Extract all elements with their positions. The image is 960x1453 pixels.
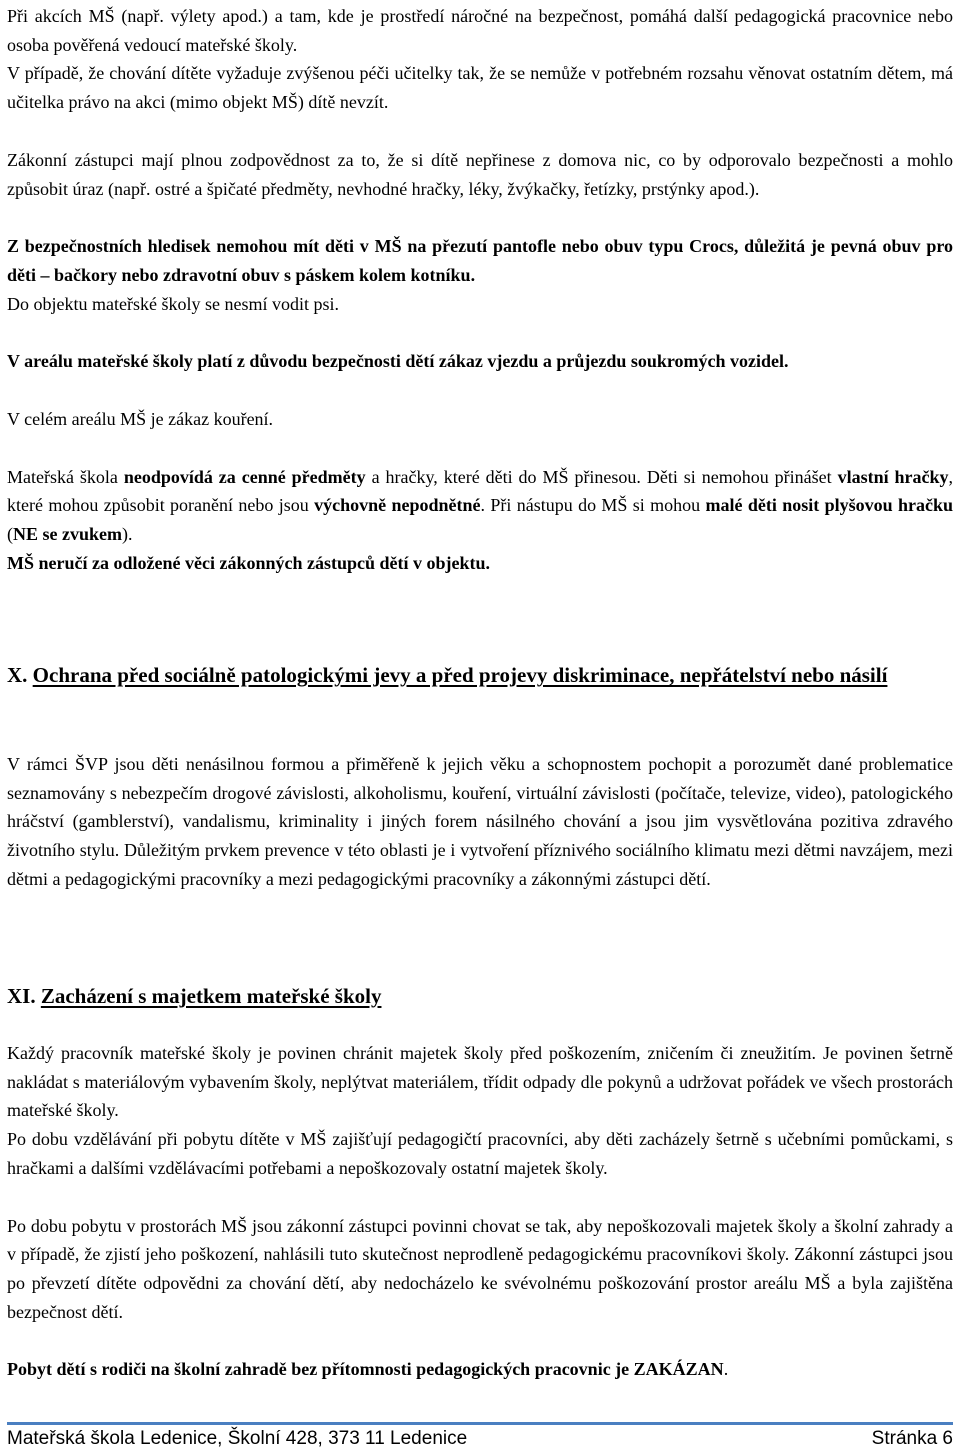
document-page	[7, 2, 953, 578]
valuables-text-1: Mateřská škola	[7, 466, 124, 487]
valuables-bold-2: vlastní hračky	[837, 466, 949, 487]
paragraph-footwear	[7, 232, 953, 289]
garden-ban-bold: Pobyt dětí s rodiči na školní zahradě bez přítomnosti pedagogických pracovnic je ZAKÁZAN	[7, 1359, 724, 1380]
section-x-body	[7, 750, 953, 894]
section-heading-xi	[7, 981, 953, 1012]
vehicles-bold: V areálu mateřské školy platí z důvodu bezpečnosti dětí zákaz vjezdu a průjezdu soukromých vozidel.	[7, 351, 789, 372]
section-xi-body	[7, 1039, 953, 1384]
valuables-bold-3: výchovně nepodnětné	[314, 495, 481, 516]
paragraph-staff-duty: Každý pracovník mateřské školy je povinen chránit majetek školy před poškozením, zničením či zneužitím. Je povinen šetrně nakládat s materiálovým vybavením školy, neplýtvat materiálem, třídit odpady dle pokynů a udržovat pořádek ve všech prostorách mateřské školy.	[7, 1043, 953, 1121]
valuables-text-3: , které mohou způsobit poranění nebo jsou	[7, 466, 954, 516]
paragraph-parent-duty: Po dobu pobytu v prostorách MŠ jsou zákonní zástupci povinni chovat se tak, aby nepoškozovali majetek školy a školní zahrady a v případě, že zjistí jeho poškození, nahlásili tuto skutečnost neprodleně pedagogickému pracovníkovi školy. Zákonní zástupci jsou po převzetí dítěte odpovědni za chování dětí, aby nedocházelo ke svévolnému poškozování prostor areálu MŠ a byla zajištěna bezpečnost dětí.	[7, 1215, 953, 1322]
footer-school-address: Mateřská škola Ledenice, Školní 428, 373 11 Ledenice	[7, 1428, 468, 1449]
valuables-bold-5: NE se zvukem	[13, 524, 122, 545]
section-title: Ochrana před sociálně patologickými jevy a před projevy diskriminace, nepřátelství nebo násilí	[32, 663, 888, 687]
paragraph-valuables	[7, 463, 953, 549]
paragraph-not-liable	[7, 549, 953, 578]
valuables-text-4: . Při nástupu do MŠ si mohou	[480, 495, 706, 516]
page-footer	[7, 1422, 953, 1452]
footwear-bold: Z bezpečnostních hledisek nemohou mít děti v MŠ na přezutí pantofle nebo obuv typu Crocs, důležitá je pevná obuv pro děti – bačkory nebo zdravotní obuv s páskem kolem kotníku.	[7, 236, 953, 285]
section-heading-x	[7, 660, 953, 691]
valuables-text-6: ).	[122, 524, 133, 545]
paragraph-no-vehicles	[7, 347, 953, 376]
paragraph-behaviour: V případě, že chování dítěte vyžaduje zvýšenou péči učitelky tak, že se nemůže v potřebném rozsahu věnovat ostatním dětem, má učitelka právo na akci (mimo objekt MŠ) dítě nevzít.	[7, 63, 953, 113]
paragraph-teacher-supervision: Po dobu vzdělávání při pobytu dítěte v MŠ zajišťují pedagogičtí pracovníci, aby děti zacházely šetrně s učebními pomůckami, s hračkami a dalšími vzdělávacími potřebami a nepoškozovaly ostatní majetek školy.	[7, 1129, 953, 1178]
section-title: Zacházení s majetkem mateřské školy	[40, 984, 382, 1008]
paragraph-prevention: V rámci ŠVP jsou děti nenásilnou formou a přiměřeně k jejich věku a schopnostem pochopit a porozumět dané problematice seznamovány s nebezpečím drogové závislosti, alkoholismu, kouření, virtuální závislosti (počítače, televize, video), patologického hráčství (gamblerství), vandalismu, kriminality i jiných forem násilného chování a jsou jim vysvětlována pozitiva zdravého životního stylu. Důležitým prvkem prevence v této oblasti je i vytvoření příznivého sociálního klimatu mezi dětmi navzájem, mezi dětmi a pedagogickými pracovníky a mezi pedagogickými pracovníky a zákonnými zástupci dětí.	[7, 754, 953, 889]
valuables-bold-1: neodpovídá za cenné předměty	[123, 466, 366, 487]
paragraph-no-dogs: Do objektu mateřské školy se nesmí vodit psi.	[7, 293, 339, 314]
garden-ban-end: .	[723, 1359, 729, 1380]
valuables-text-2: a hračky, které děti do MŠ přinesou. Děti si nemohou přinášet	[365, 466, 838, 487]
section-number: XI.	[7, 984, 36, 1008]
paragraph-escort: Při akcích MŠ (např. výlety apod.) a tam, kde je prostředí náročné na bezpečnost, pomáhá další pedagogická pracovnice nebo osoba pověřená vedoucí mateřské školy.	[7, 6, 953, 55]
valuables-bold-4: malé děti nosit plyšovou hračku	[705, 495, 953, 516]
paragraph-garden-ban	[7, 1355, 953, 1384]
paragraph-no-smoking: V celém areálu MŠ je zákaz kouření.	[7, 409, 274, 430]
section-number: X.	[7, 663, 28, 687]
valuables-text-5: (	[7, 524, 13, 545]
footer-page-number: Stránka 6	[871, 1428, 953, 1449]
paragraph-parent-responsibility: Zákonní zástupci mají plnou zodpovědnost za to, že si dítě nepřinese z domova nic, co by odporovalo bezpečnosti a mohlo způsobit úraz (např. ostré a špičaté předměty, nevhodné hračky, léky, žvýkačky, řetízky, prstýnky apod.).	[7, 149, 953, 199]
not-liable-bold: MŠ neručí za odložené věci zákonných zástupců dětí v objektu.	[7, 552, 490, 573]
